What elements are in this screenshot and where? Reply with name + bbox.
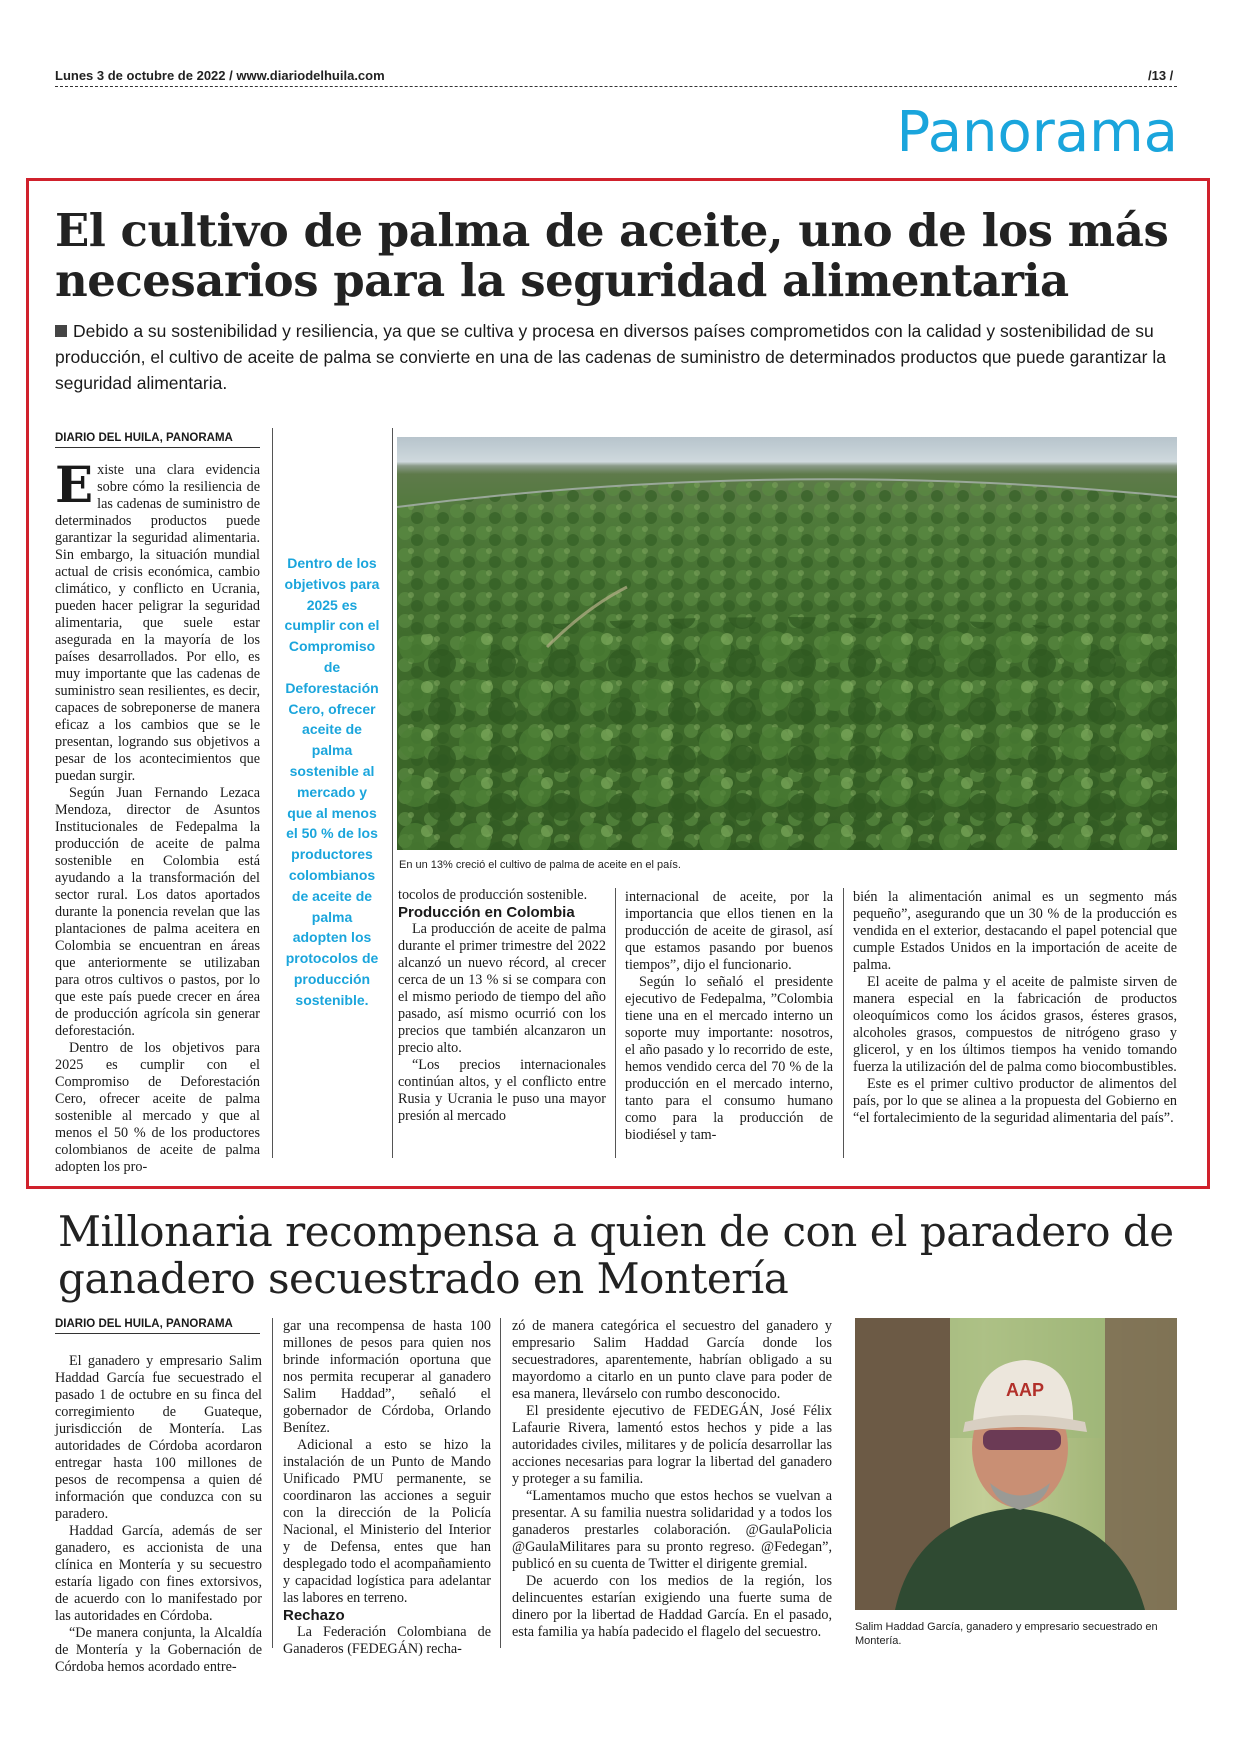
- palm-texture: [397, 437, 1177, 850]
- article1-col5: bién la alimentación animal es un segmento más pequeño”, asegurando que un 30 % de la producción es vendida en el exterior, destacando el papel potencial que cumple Estados Unidos en la importación de aceite de palma. El aceite de palma y el aceite de palmiste sirven de manera especial en la fabricación de productos oleoquímicos como los ácidos grasos, ésteres grasos, alcoholes grasos, compuestos de nitrógeno graso y glicerol, y en los últimos tiempos ha venido tomando fuerza la utilización del de palma como biocombustibles. Este es el primer cultivo productor de alimentos del país, por lo que se alinea a la propuesta del Gobierno en “el fortalecimiento de la seguridad alimentaria del país”.: [853, 889, 1177, 1126]
- header-rule: [55, 86, 1177, 87]
- section-title: Panorama: [896, 100, 1178, 165]
- photo-caption: En un 13% creció el cultivo de palma de aceite en el país.: [399, 859, 681, 871]
- portrait-photo: [855, 1318, 1177, 1610]
- page-number: /13 /: [1148, 68, 1174, 83]
- column-rule: [272, 1318, 273, 1648]
- article1-col3: tocolos de producción sostenible. Producción en Colombia La producción de aceite de palma durante el primer trimestre del 2022 alcanzó un nuevo récord, al crecer cerca de un 13 % si se compara con el mismo periodo de tiempo del año pasado, así mismo ocurrió con los precios que también alcanzaron un precio alto. “Los precios internacionales continúan altos, y el conflicto entre Rusia y Ucrania le puso una mayor presión al mercado: [398, 887, 606, 1124]
- column-rule: [392, 428, 393, 1158]
- article2-byline: DIARIO DEL HUILA, PANORAMA: [55, 1318, 260, 1334]
- article2-col1: El ganadero y empresario Salim Haddad García fue secuestrado el pasado 1 de octubre en su finca del corregimiento de Guateque, jurisdicción de Montería. Las autoridades de Córdoba acordaron entregar hasta 100 millones de pesos de recompensa a quien dé información que conduzca con su paradero. Haddad García, además de ser ganadero, es accionista de una clínica en Montería y su secuestro estaría ligado con fines extorsivos, de acuerdo con lo manifestado por las autoridades en Córdoba. “De manera conjunta, la Alcaldía de Montería y la Gobernación de Córdoba hemos acordado entre-: [55, 1353, 262, 1675]
- dropcap: E: [55, 455, 94, 514]
- portrait-caption: Salim Haddad García, ganadero y empresario secuestrado en Montería.: [855, 1621, 1158, 1647]
- portrait-figure: [855, 1318, 1177, 1610]
- article1-col1: Existe una clara evidencia sobre cómo la resiliencia de las cadenas de suministro de determinados productos puede garantizar la seguridad alimentaria. Sin embargo, la situación mundial actual de crisis económica, cambio climático, y conflicto en Ucrania, pueden hacer peligrar la seguridad alimentaria, que suele estar asegurada en la mayoría de los países desarrollados. Por ello, es muy importante que las cadenas de suministro sean resilientes, es decir, capaces de sobreponerse de manera eficaz a los cambios que se le presentan, logrando sus objetivos a pesar de los acontecimientos que puedan surgir. Según Juan Fernando Lezaca Mendoza, director de Asuntos Institucionales de Fedepalma la producción de aceite de palma sostenible en Colombia está ayudando a la transformación del sector rural. Los datos aportados durante la ponencia revelan que las plantaciones de palma aceitera en Colombia se encuentran en áreas que anteriormente se utilizaban para otros cultivos o pastos, por lo que este país puede crecer en área de producción agrícola sin generar deforestación. Dentro de los objetivos para 2025 es cumplir con el Compromiso de Deforestación Cero, ofrecer aceite de palma sostenible al mercado y que al menos el 50 % de los productores colombianos de aceite de palma adopten los pro-: [55, 455, 260, 1175]
- pull-quote: Dentro de los objetivos para 2025 es cumplir con el Compromiso de Deforestación Cero, ofrecer aceite de palma sostenible al mercado y que al menos el 50 % de los productores colombianos de aceite de palma adopten los protocolos de producción sostenible.: [284, 555, 380, 1008]
- column-rule: [272, 428, 273, 1158]
- column-rule: [615, 888, 616, 1158]
- article1-col4: internacional de aceite, por la importancia que ellos tienen en la producción de aceite de girasol, así que estamos pasando por buenos tiempos”, dijo el funcionario. Según lo señaló el presidente ejecutivo de Fedepalma, ”Colombia tiene una en el mercado interno un soporte muy importante: nosotros, el año pasado y lo recorrido de este, hemos vendido cerca del 70 % de la producción en el mercado interno, tanto para el consumo humano como para la producción de biodiésel y tam-: [625, 889, 833, 1143]
- article1-lead: Debido a su sostenibilidad y resiliencia, ya que se cultiva y procesa en diversos países comprometidos con la calidad y sostenibilidad de su producción, el cultivo de aceite de palma se convierte en una de las cadenas de suministro de determinados productos que puede garantizar la seguridad alimentaria.: [55, 321, 1166, 393]
- article2-col2: gar una recompensa de hasta 100 millones de pesos para quien nos brinde información oportuna que nos permita recuperar al ganadero Salim Haddad”, señaló el gobernador de Córdoba, Orlando Benítez. Adicional a esto se hizo la instalación de un Punto de Mando Unificado PMU permanente, se coordinaron las acciones a seguir con la dirección de la Policía Nacional, el Ministerio del Interior y de Defensa, entes que han desplegado todo el acompañamiento y capacidad logística para adelantar las labores en terreno. Rechazo La Federación Colombiana de Ganaderos (FEDEGÁN) recha-: [283, 1318, 491, 1657]
- cap-logo: AAP: [1005, 1380, 1045, 1400]
- article2-headline: Millonaria recompensa a quien de con el paradero de ganadero secuestrado en Montería: [58, 1207, 1174, 1303]
- palm-plantation-photo: [397, 437, 1177, 850]
- column-rule: [843, 888, 844, 1158]
- article2-col3: zó de manera categórica el secuestro del ganadero y empresario Salim Haddad García donde los secuestradores, aparentemente, habrían obligado a su mayordomo a citarlo en un punto clave para poder de esa manera, llevárselo con rumbo desconocido. El presidente ejecutivo de FEDEGÁN, José Félix Lafaurie Rivera, lamentó estos hechos y pide a las autoridades civiles, militares y de policía desarrollar las acciones necesarias para lograr la libertad del ganadero y proteger a su familia. “Lamentamos mucho que estos hechos se vuelvan a presentar. A su familia nuestra solidaridad y a todos los ganaderos prestarles colaboración. @GaulaPolicia @GaulaMilitares para su pronto regreso. @Fedegan”, publicó en su cuenta de Twitter el dirigente gremial. De acuerdo con los medios de la región, los delincuentes estarían exigiendo una fuerte suma de dinero por la libertad de Haddad García. En el pasado, esta familia ya había padecido el flagelo del secuestro.: [512, 1318, 832, 1640]
- article1-headline: El cultivo de palma de aceite, uno de los más necesarios para la seguridad alimentaria: [55, 204, 1169, 307]
- lead-square-icon: [55, 325, 67, 337]
- date-site-line: Lunes 3 de octubre de 2022 / www.diariodelhuila.com: [55, 68, 385, 83]
- column-rule: [500, 1318, 501, 1648]
- article1-byline: DIARIO DEL HUILA, PANORAMA: [55, 432, 260, 448]
